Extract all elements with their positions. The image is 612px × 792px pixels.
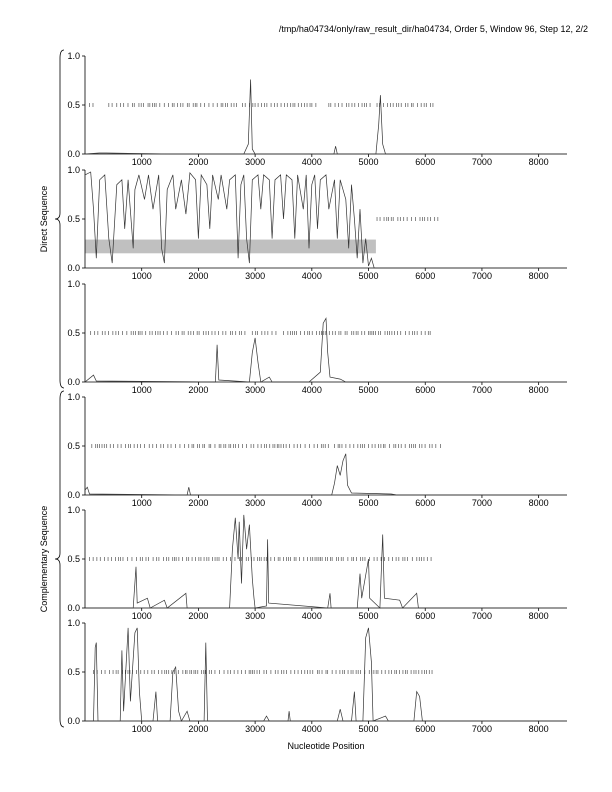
x-tick-label: 6000: [415, 385, 436, 395]
x-tick-label: 4000: [301, 385, 322, 395]
x-tick-label: 7000: [471, 611, 492, 621]
x-tick-label: 7000: [471, 724, 492, 734]
y-tick-label: 0.5: [67, 100, 80, 110]
x-tick-label: 6000: [415, 611, 436, 621]
marker-row: [90, 557, 432, 561]
y-tick-label: 0.0: [67, 149, 80, 159]
y-tick-label: 1.0: [67, 392, 80, 402]
x-tick-label: 2000: [188, 724, 209, 734]
y-tick-label: 0.0: [67, 263, 80, 273]
panel-4: [67, 392, 567, 508]
x-tick-label: 7000: [471, 271, 492, 281]
y-tick-label: 1.0: [67, 165, 80, 175]
data-line: [85, 318, 567, 382]
x-tick-label: 5000: [358, 385, 379, 395]
x-tick-label: 1000: [131, 611, 152, 621]
data-line: [85, 515, 567, 608]
marker-row: [92, 444, 441, 448]
marker-row: [91, 331, 430, 335]
x-tick-label: 4000: [301, 498, 322, 508]
x-tick-label: 1000: [131, 498, 152, 508]
y-tick-label: 1.0: [67, 279, 80, 289]
x-tick-label: 3000: [245, 385, 266, 395]
panel-2: [67, 165, 567, 281]
data-line: [85, 454, 567, 495]
group-layer: [39, 50, 64, 727]
data-line: [85, 172, 567, 268]
x-tick-label: 6000: [415, 498, 436, 508]
x-tick-label: 1000: [131, 157, 152, 167]
panel-3: [67, 279, 567, 395]
data-line: [85, 628, 567, 721]
x-tick-label: 6000: [415, 724, 436, 734]
group-label: Direct Sequence: [39, 185, 49, 253]
x-tick-label: 5000: [358, 271, 379, 281]
x-tick-label: 4000: [301, 724, 322, 734]
x-tick-label: 1000: [131, 724, 152, 734]
group-label: Complementary Sequence: [39, 505, 49, 613]
x-tick-label: 8000: [528, 498, 549, 508]
x-tick-label: 3000: [245, 271, 266, 281]
y-tick-label: 0.0: [67, 490, 80, 500]
x-tick-label: 3000: [245, 498, 266, 508]
y-tick-label: 0.5: [67, 214, 80, 224]
y-tick-label: 0.5: [67, 441, 80, 451]
panel-6: [67, 618, 567, 734]
x-tick-label: 8000: [528, 385, 549, 395]
x-tick-label: 2000: [188, 157, 209, 167]
panels-layer: [67, 51, 567, 734]
x-tick-label: 4000: [301, 611, 322, 621]
x-tick-label: 1000: [131, 271, 152, 281]
marker-row: [90, 103, 433, 107]
data-line: [85, 80, 567, 155]
x-tick-label: 2000: [188, 611, 209, 621]
x-tick-label: 5000: [358, 724, 379, 734]
y-tick-label: 1.0: [67, 505, 80, 515]
x-tick-label: 8000: [528, 157, 549, 167]
x-tick-label: 2000: [188, 271, 209, 281]
x-tick-label: 6000: [415, 271, 436, 281]
group-1: [39, 50, 64, 388]
x-tick-label: 7000: [471, 498, 492, 508]
y-tick-label: 0.5: [67, 328, 80, 338]
panel-1: [67, 51, 567, 167]
x-tick-label: 3000: [245, 157, 266, 167]
y-tick-label: 0.0: [67, 716, 80, 726]
y-tick-label: 0.0: [67, 377, 80, 387]
x-tick-label: 3000: [245, 611, 266, 621]
x-tick-label: 3000: [245, 724, 266, 734]
x-tick-label: 1000: [131, 385, 152, 395]
x-tick-label: 2000: [188, 385, 209, 395]
x-tick-label: 7000: [471, 157, 492, 167]
page-title: /tmp/ha04734/only/raw_result_dir/ha04734, Order 5, Window 96, Step 12, 2/2: [278, 24, 588, 34]
x-axis-title: Nucleotide Position: [287, 741, 365, 751]
y-tick-label: 0.5: [67, 667, 80, 677]
y-tick-label: 1.0: [67, 51, 80, 61]
x-tick-label: 2000: [188, 498, 209, 508]
x-tick-label: 4000: [301, 157, 322, 167]
group-brace: [55, 50, 64, 388]
group-brace: [55, 391, 64, 727]
y-tick-label: 0.0: [67, 603, 80, 613]
x-tick-label: 4000: [301, 271, 322, 281]
shaded-band: [85, 240, 376, 254]
x-tick-label: 8000: [528, 611, 549, 621]
y-tick-label: 0.5: [67, 554, 80, 564]
x-tick-label: 6000: [415, 157, 436, 167]
x-tick-label: 8000: [528, 724, 549, 734]
marker-row: [377, 217, 438, 221]
group-2: [39, 391, 64, 727]
y-tick-label: 1.0: [67, 618, 80, 628]
x-tick-label: 7000: [471, 385, 492, 395]
x-tick-label: 8000: [528, 271, 549, 281]
x-tick-label: 5000: [358, 498, 379, 508]
marker-row: [94, 670, 433, 674]
x-tick-label: 5000: [358, 157, 379, 167]
x-tick-label: 5000: [358, 611, 379, 621]
panel-5: [67, 505, 567, 621]
